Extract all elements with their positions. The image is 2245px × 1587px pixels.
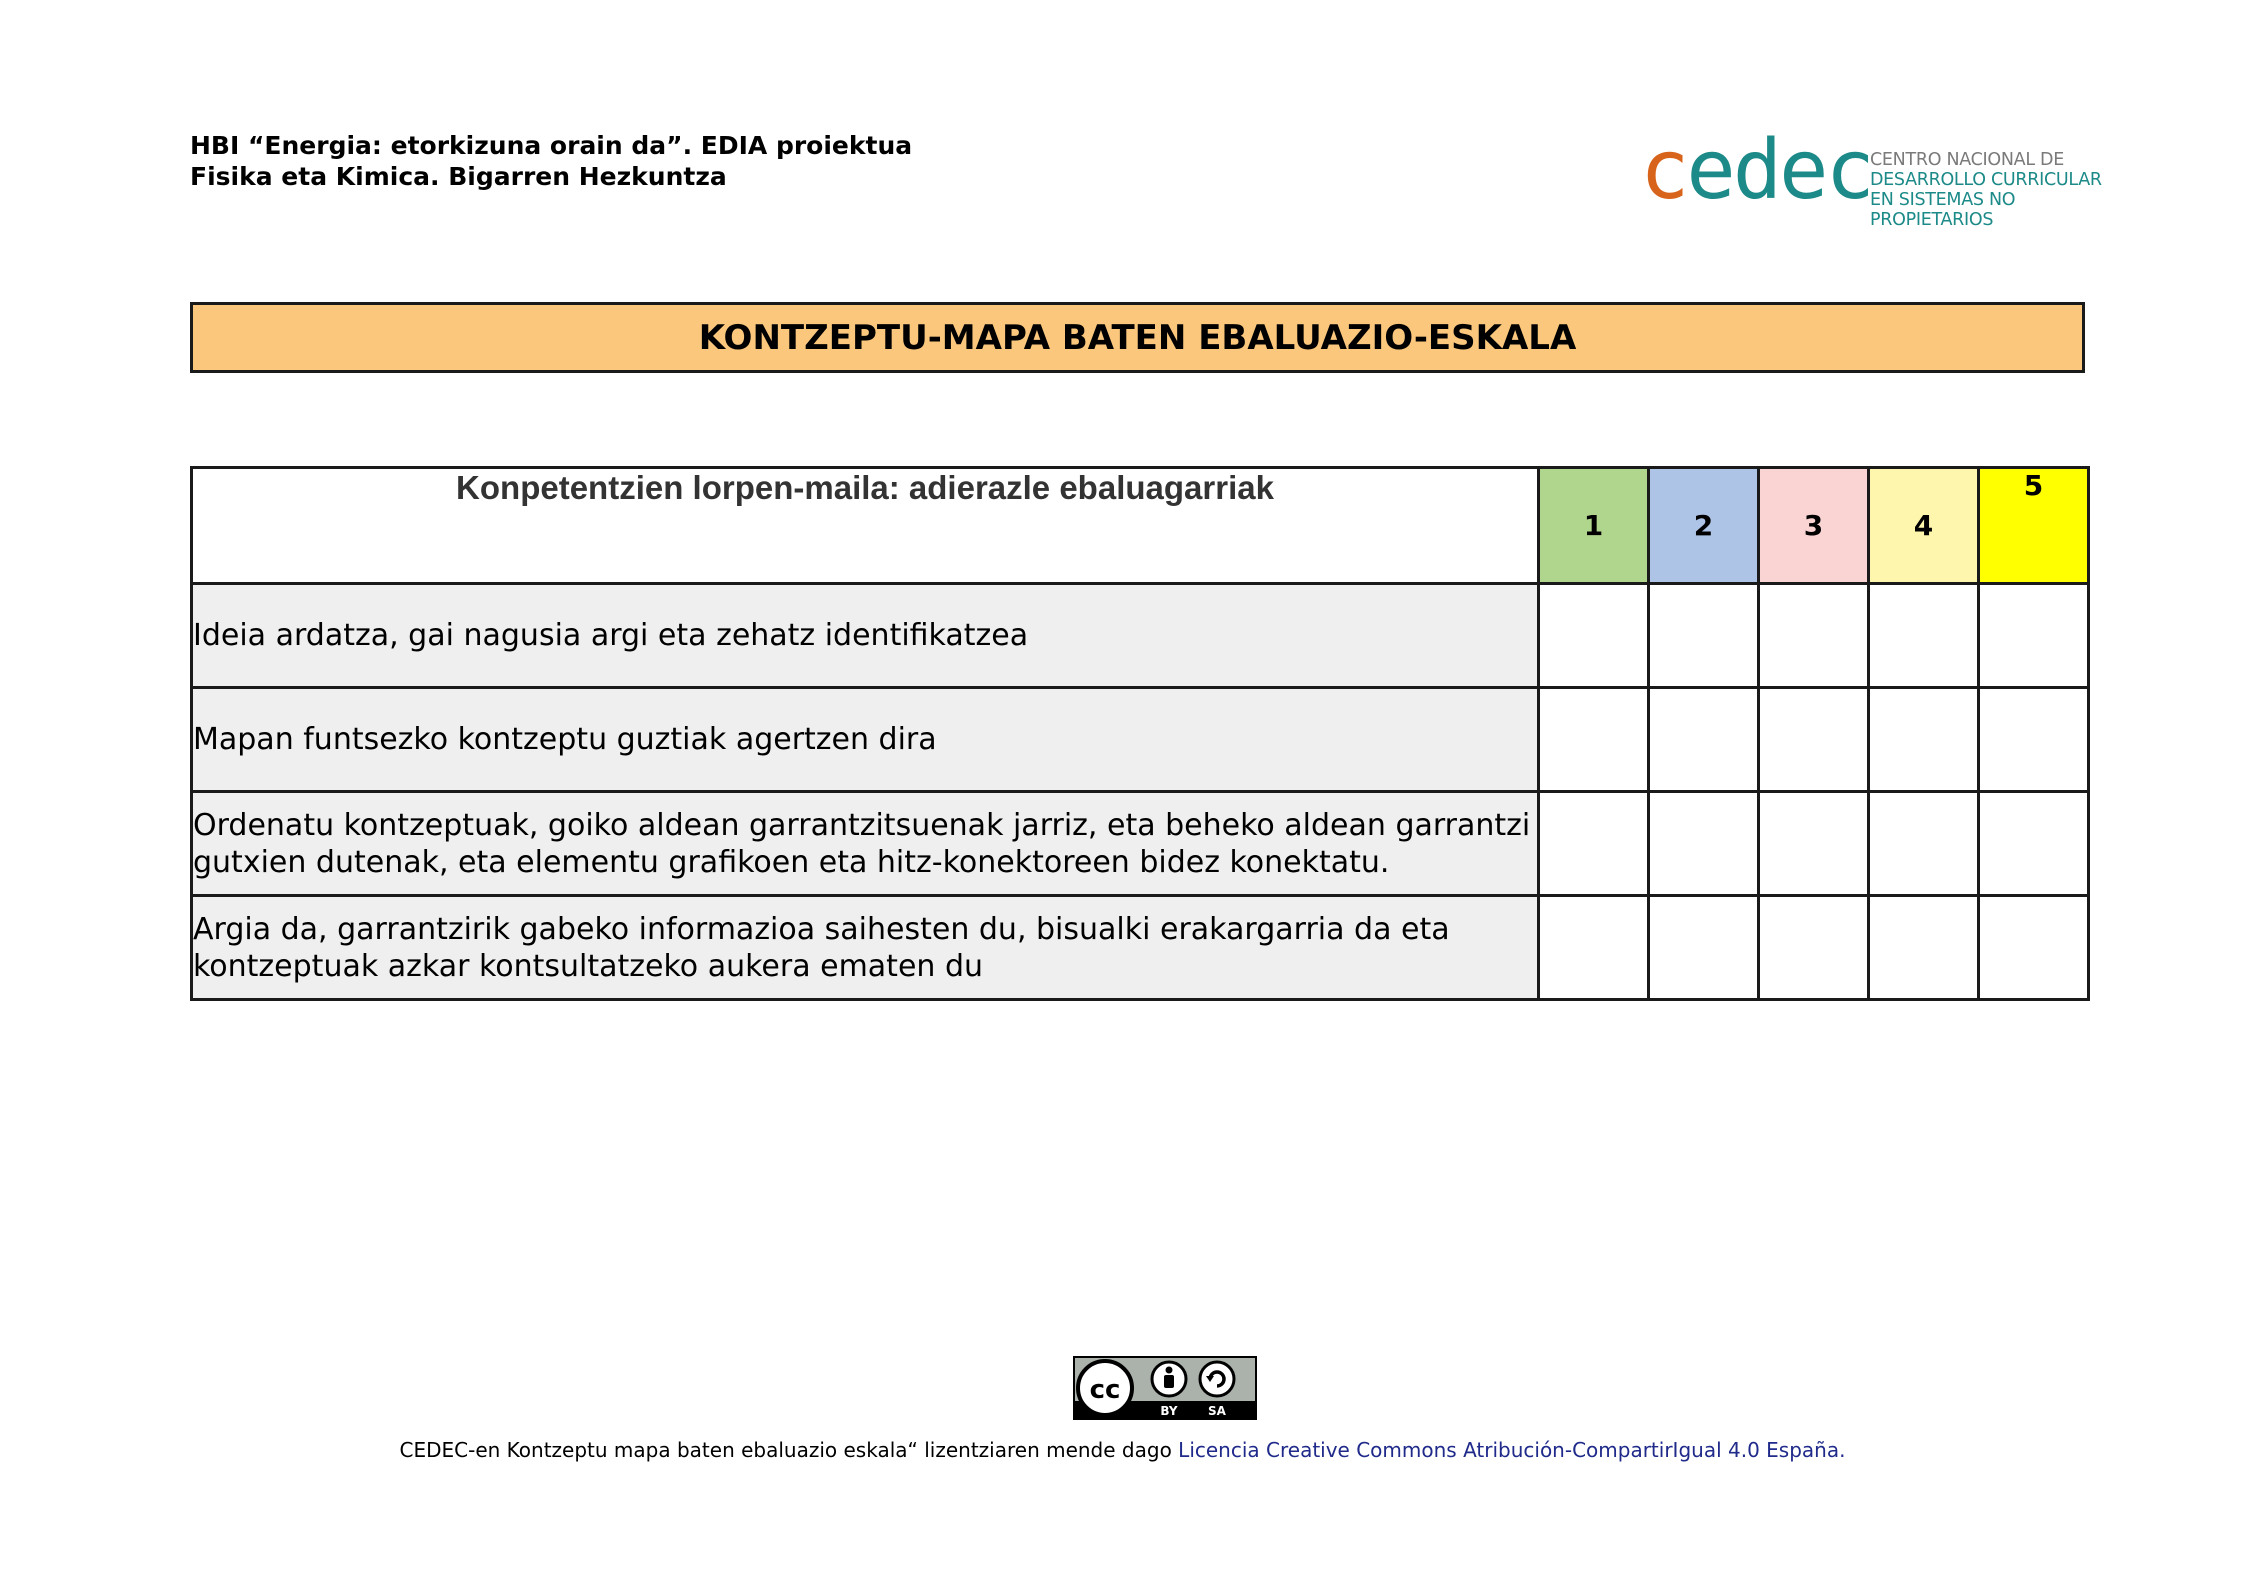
criterion-cell: Mapan funtsezko kontzeptu guztiak agertzen dira <box>192 688 1539 792</box>
criterion-cell: Argia da, garrantzirik gabeko informazioa saihesten du, bisualki erakargarria da eta kontzeptuak azkar kontsultatzeko aukera ematen du <box>192 896 1539 1000</box>
criterion-cell: Ordenatu kontzeptuak, goiko aldean garrantzitsuenak jarriz, eta beheko aldean garrantzi gutxien dutenak, eta elementu grafikoen eta hitz-konektoreen bidez konektatu. <box>192 792 1539 896</box>
score-header-1 <box>1539 468 1649 584</box>
logo-subtitle <box>1870 150 2130 230</box>
score-cell-4[interactable] <box>1869 896 1979 1000</box>
score-label: 2 <box>1693 509 1714 542</box>
by-label: BY <box>1160 1404 1178 1418</box>
header-project-line: HBI “Energia: etorkizuna orain da”. EDIA proiektua <box>190 131 913 160</box>
logo-subtitle-line-2: DESARROLLO CURRICULAR <box>1870 170 2102 190</box>
score-cell-2[interactable] <box>1649 688 1759 792</box>
score-cell-4[interactable] <box>1869 792 1979 896</box>
sa-label: SA <box>1208 1404 1226 1418</box>
score-cell-5[interactable] <box>1979 584 2089 688</box>
score-label: 4 <box>1913 509 1934 542</box>
table-row <box>192 896 2089 1000</box>
header-subject-line: Fisika eta Kimica. Bigarren Hezkuntza <box>190 162 727 191</box>
evaluation-scale-table <box>190 466 2090 1001</box>
logo-subtitle-line-1: CENTRO NACIONAL DE <box>1870 150 2064 170</box>
criterion-cell: Ideia ardatza, gai nagusia argi eta zehatz identifikatzea <box>192 584 1539 688</box>
score-cell-3[interactable] <box>1759 792 1869 896</box>
document-header <box>190 130 912 192</box>
score-cell-1[interactable] <box>1539 688 1649 792</box>
table-row <box>192 688 2089 792</box>
cc-letters: cc <box>1089 1375 1121 1405</box>
page-title: KONTZEPTU-MAPA BATEN EBALUAZIO-ESKALA <box>190 302 2085 373</box>
score-cell-2[interactable] <box>1649 584 1759 688</box>
indicator-column-header: Konpetentzien lorpen-maila: adierazle ebaluagarriak <box>192 468 1539 584</box>
score-header-2 <box>1649 468 1759 584</box>
license-link[interactable]: Licencia Creative Commons Atribución-CompartirIgual 4.0 España. <box>1178 1438 1846 1462</box>
score-label: 3 <box>1803 509 1824 542</box>
score-cell-1[interactable] <box>1539 792 1649 896</box>
cc-by-sa-badge[interactable] <box>1073 1356 1257 1420</box>
score-cell-5[interactable] <box>1979 688 2089 792</box>
score-cell-1[interactable] <box>1539 584 1649 688</box>
score-cell-2[interactable] <box>1649 792 1759 896</box>
license-text: CEDEC-en Kontzeptu mapa baten ebaluazio eskala“ lizentziaren mende dago <box>399 1438 1179 1462</box>
score-cell-3[interactable] <box>1759 584 1869 688</box>
score-header-5 <box>1979 468 2089 584</box>
score-cell-1[interactable] <box>1539 896 1649 1000</box>
score-header-4 <box>1869 468 1979 584</box>
score-label: 1 <box>1583 509 1604 542</box>
score-cell-3[interactable] <box>1759 896 1869 1000</box>
logo-wordmark-rest: edec <box>1686 123 1872 218</box>
logo-subtitle-line-3: EN SISTEMAS NO PROPIETARIOS <box>1870 190 2016 230</box>
table-header-row <box>192 468 2089 584</box>
logo-wordmark-c: c <box>1640 123 1687 218</box>
cedec-logo <box>1640 123 2130 230</box>
logo-wordmark <box>1640 123 1872 218</box>
score-cell-3[interactable] <box>1759 688 1869 792</box>
score-cell-4[interactable] <box>1869 584 1979 688</box>
cc-by-sa-icon <box>1073 1356 1257 1420</box>
score-cell-2[interactable] <box>1649 896 1759 1000</box>
table-row <box>192 584 2089 688</box>
score-header-3 <box>1759 468 1869 584</box>
score-cell-4[interactable] <box>1869 688 1979 792</box>
score-cell-5[interactable] <box>1979 792 2089 896</box>
license-notice <box>0 1438 2245 1462</box>
score-cell-5[interactable] <box>1979 896 2089 1000</box>
score-label: 5 <box>2023 469 2044 502</box>
table-row <box>192 792 2089 896</box>
